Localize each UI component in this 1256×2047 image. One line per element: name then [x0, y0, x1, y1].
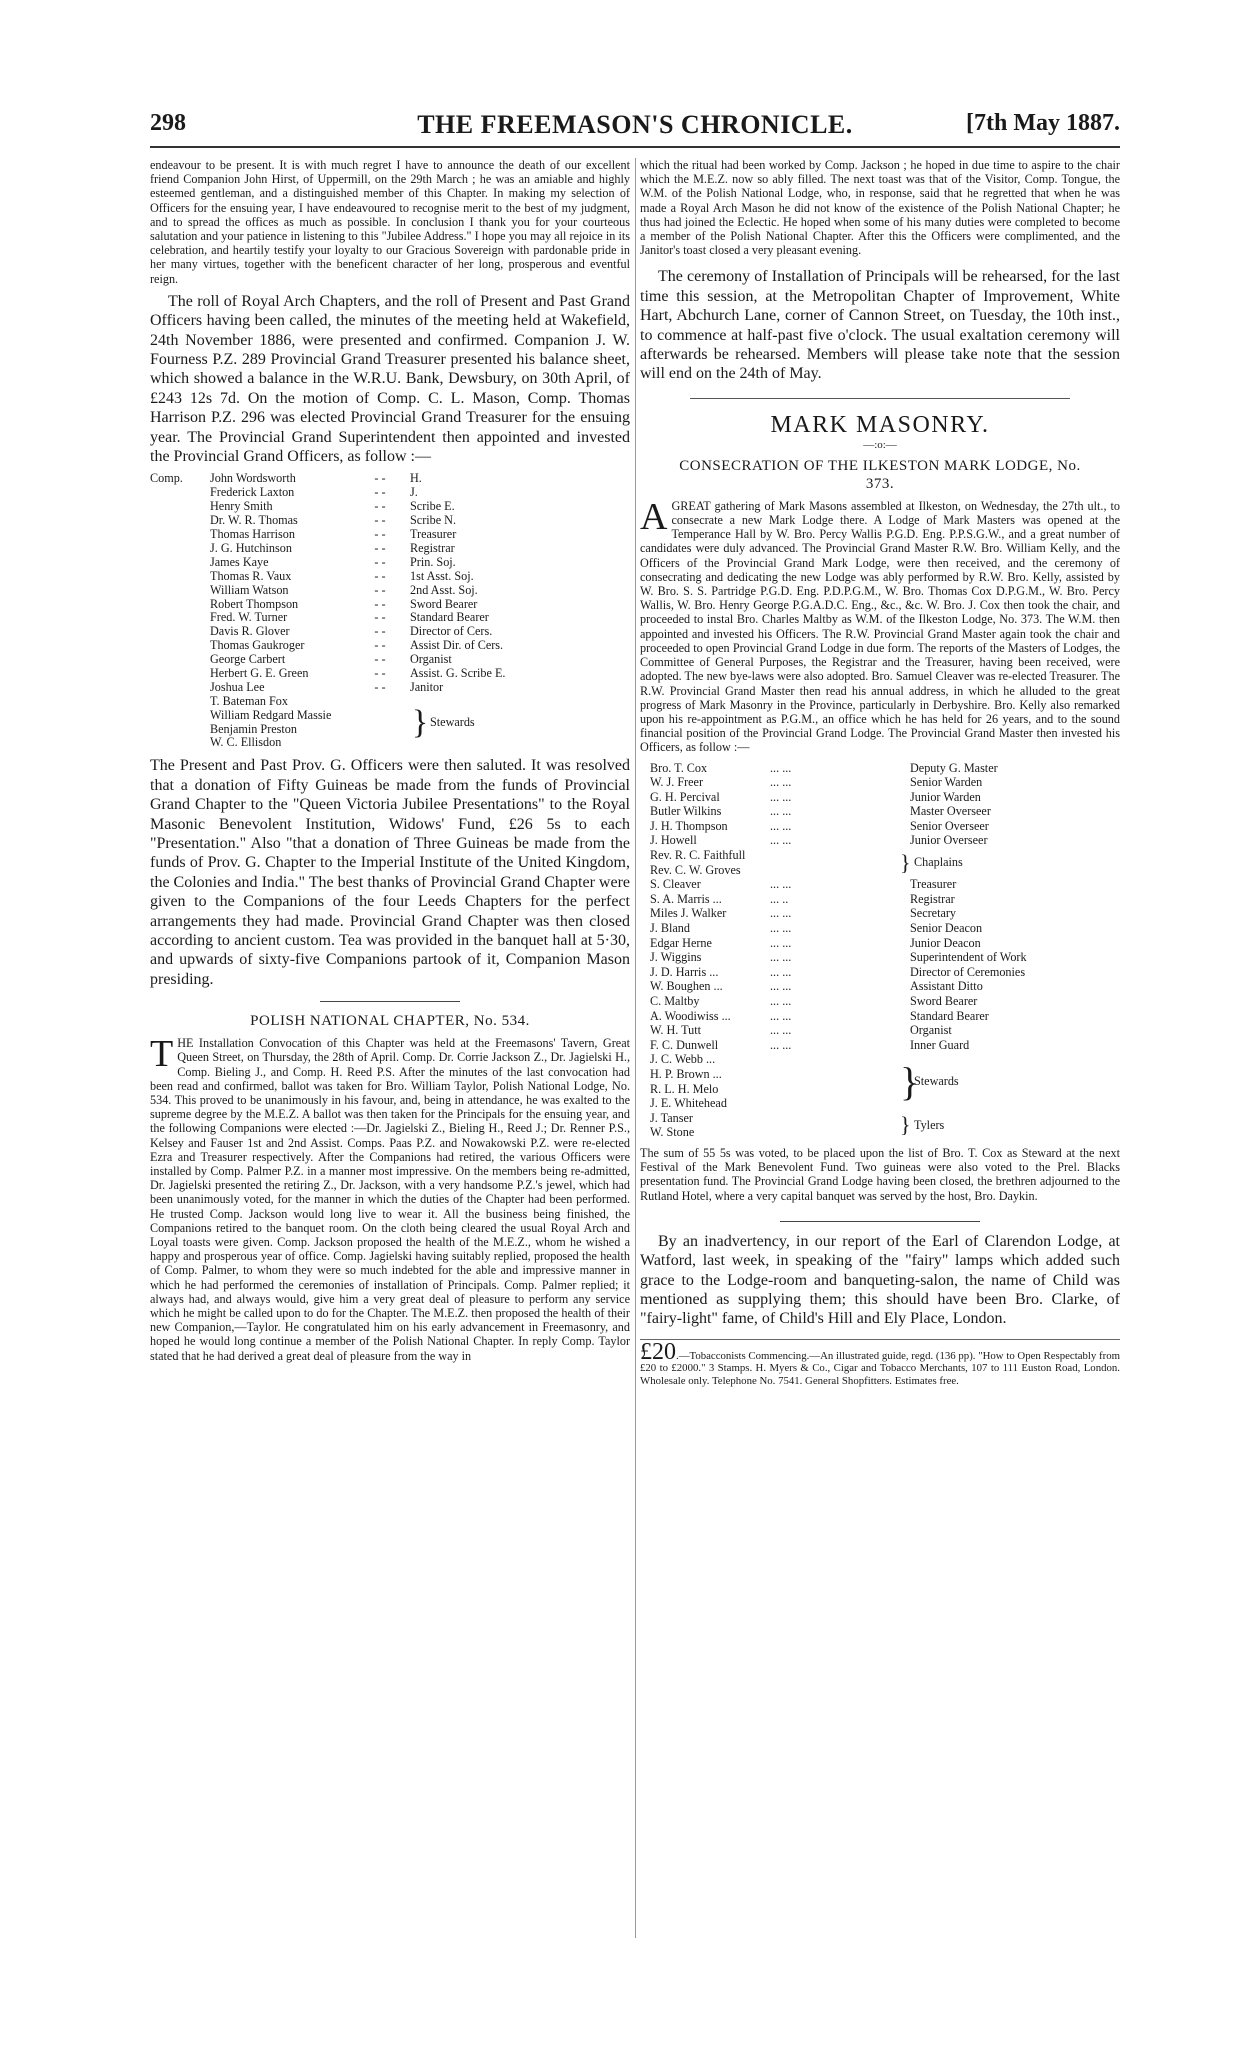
leader-dashes: - - [374, 624, 386, 639]
leader-dots: ... ... [770, 804, 792, 819]
officer-name [150, 514, 350, 528]
officer-name-text: Herbert G. E. Green [210, 665, 309, 680]
officer-office: Junior Overseer [910, 833, 988, 848]
officer-office: H. [410, 471, 422, 486]
consecration-text: GREAT gathering of Mark Masons assembled at Ilkeston, on Wednesday, the 27th ult., to consecrate a new Mark Lodge there. A Lodge of Mark Masters was opened at the Temperance Hall by W. Bro. Percy Wallis P.G.D. Eng. P.P.S.G.W., and a great number of candidates were duly advanced. The Provincial Grand Master R.W. Bro. William Kelly, and the Officers of the Provincial Grand Mark Lodge, were then received, and the ceremony of consecrating and dedicating the new Lodge was ably performed by R.W. Bro. Kelly, assisted by W. Bro. S. S. Partridge P.G.D. Eng. P.D.P.G.M., W. Bro. Thomas Cox D.P.G.M., W. Bro. Percy Wallis, W. Bro. Henry George P.G.A.D.C. Eng., &c., &c. W. Bro. J. Cox then took the chair, and proceeded to instal Bro. Charles Maltby as W.M. of the Ilkeston Lodge, No. 373. The W.M. then appointed and invested his Officers. The R.W. Provincial Grand Master again took the chair and proceeded to open Provincial Grand Lodge in due form. The reports of the Masters of Lodges, the Committee of General Purposes, the Registrar and the Treasurer, having been received, were adopted. The new bye-laws were also adopted. Bro. Samuel Cleaver was re-elected Treasurer. The R.W. Provincial Grand Master then read his annual address, in which he alluded to the great progress of Mark Masonry in the Province, particularly in Derbyshire. Bro. Kelly also remarked upon his re-appointment as P.G.M., an office which he has held for 26 years, and to the sound financial position of the Provincial Grand Lodge. The Provincial Grand Master then invested his Officers, as follow :— [640, 498, 1120, 755]
officer-office: Sword Bearer [410, 596, 478, 611]
officer-office: Junior Deacon [910, 935, 981, 950]
officer-name: Butler Wilkins [650, 804, 722, 819]
jubilee-address-end: endeavour to be present. It is with much regret I have to announce the death of our excellent friend Companion John Hirst, of Uppermill, on the 29th March ; he was an amiable and highly esteemed gentleman, and a distinguished member of this Chapter. In making my selection of Officers for the ensuing year, I have endeavoured to recognise merit to the best of my judgment, and to spread the offices as much as possible. In conclusion I thank you for your courteous salutation and your patience in listening to this "Jubilee Address." I hope you may all rejoice in its celebration, and heartily testify your loyalty to our Gracious Sovereign with pardonable pride in her many virtues, together with the beneficent character of her long, prosperous and eventful reign. [150, 158, 630, 286]
correction-notice: By an inadvertency, in our report of the Earl of Clarendon Lodge, at Watford, last week, in speaking of the "fairy" lamps which added such grace to the Lodge-room and banqueting-salon, the name of Child was mentioned as supplying them; this should have been Bro. Clarke, of "fairy-light" fame, of Child's Hill and Ely Place, London. [640, 1232, 1120, 1328]
tyler [640, 1111, 900, 1126]
officer-name [150, 584, 350, 598]
chaplain-name: Rev. C. W. Groves [650, 862, 741, 877]
polish-chapter-heading: POLISH NATIONAL CHAPTER, No. 534. [250, 1013, 530, 1030]
officer-row [150, 486, 630, 500]
officer-name [150, 542, 350, 556]
officer-row [640, 950, 1120, 965]
officer-name [150, 625, 350, 639]
leader-dots: ... ... [770, 1023, 792, 1038]
officer-name: F. C. Dunwell [650, 1037, 719, 1052]
leader-dashes: - - [374, 582, 386, 597]
officer-office: Junior Warden [910, 789, 981, 804]
officer-office: Director of Cers. [410, 624, 493, 639]
officer-row [150, 681, 630, 695]
leader-dots [765, 863, 900, 878]
officer-name: Edgar Herne [650, 935, 712, 950]
right-column [640, 158, 1120, 1388]
benevolent-fund-paragraph: The sum of 55 5s was voted, to be placed upon the list of Bro. T. Cox as Steward at the next Festival of the Mark Benevolent Fund. Two guineas were also voted to the Prel. Blacks presentation fund. The Provincial Grand Lodge having been closed, the brethren adjourned to the Rutland Hotel, where a very capital banquet was served by the host, Bro. Daykin. [640, 1145, 1120, 1203]
officer-name: A. Woodiwiss ... [650, 1008, 731, 1023]
brace-icon: } [900, 1058, 920, 1104]
drop-cap: T [150, 1033, 174, 1076]
officer-office: Senior Overseer [910, 818, 989, 833]
officer-name-text: Henry Smith [210, 499, 273, 514]
leader-dots: ... .. [770, 891, 789, 906]
officer-row [150, 639, 630, 653]
officer-name-text: John Wordsworth [210, 471, 296, 486]
leader-dashes: - - [374, 679, 386, 694]
officer-office: Organist [910, 1023, 952, 1038]
leader-dots [765, 1067, 900, 1082]
polish-text: HE Installation Convocation of this Chapter was held at the Freemasons' Tavern, Great Queen Street, on Thursday, the 28th of April. Comp. Dr. Corrie Jackson Z., Dr. Jagielski H., Comp. Bieling J., and Comp. H. Reed P.S. After the minutes of the last convocation had been read and confirmed, ballot was taken for Bro. William Taylor, Polish National Lodge, No. 534. This proved to be unanimously in his favour, and, being in attendance, he was exalted to the supreme degree by the M.E.Z. A ballot was then taken for the Principals for the ensuing year, and the following Companions were elected :—Dr. Jagielski Z., Bieling H., Reed J.; Dr. Renner P.S., Kelsey and Fauser 1st and 2nd Assist. Comps. Paas P.Z. and Nowakowski P.Z. were re-elected Ezra and Treasurer respectively. After the Companions had retired, the various Officers were installed by Comp. Palmer P.Z. in a manner most impressive. On the members being re-admitted, Dr. Jagielski presented the retiring Z., Dr. Jackson, with a very handsome P.Z.'s jewel, which had been unanimously voted, for the manner in which the duties of the Chapter had been performed. He trusted Comp. Jackson would long live to wear it. All the business being finished, the Companions retired to the banquet room. On the cloth being cleared the usual Royal Arch and Loyal toasts were given. Comp. Jackson proposed the health of the M.E.Z., whom he wished a happy and prosperous year of office. Comp. Jagielski having suitably replied, proposed the health of Comp. Palmer, to whom they were so much indebted for the able and impressive manner in which he had performed the ceremonies of installation of Principals. Comp. Palmer replied; it always had, and always would, give him a very great deal of pleasure to perform any service which he might be called upon to do for the Chapter. The M.E.Z. then proposed the health of their new Companion,—Taylor. He congratulated him on his early advancement in Freemasonry, and hoped he would long continue a member of the Polish National Chapter. In reply Comp. Taylor stated that he had derived a great deal of pleasure from the way in [150, 1036, 630, 1363]
officer-row [640, 833, 1120, 848]
officer-name-text: Frederick Laxton [210, 485, 295, 500]
tylers-group [640, 1111, 1120, 1140]
brace-icon: } [900, 1112, 911, 1138]
steward [640, 1067, 900, 1082]
officer-name: Miles J. Walker [650, 906, 727, 921]
page-header [150, 110, 1120, 142]
officer-name [150, 472, 350, 486]
officer-name [150, 667, 350, 681]
officer-row [640, 936, 1120, 951]
steward [640, 1082, 900, 1097]
officer-office: Superintendent of Work [910, 950, 1027, 965]
leader-dashes: - - [374, 554, 386, 569]
leader-dots: ... ... [770, 760, 792, 775]
officer-row [640, 775, 1120, 790]
officer-office: Treasurer [410, 527, 457, 542]
officer-office: Janitor [410, 679, 444, 694]
officer-name: Bro. T. Cox [650, 760, 708, 775]
leader-dots: ... ... [770, 1008, 792, 1023]
officer-row [640, 804, 1120, 819]
officer-row [150, 542, 630, 556]
advert-price: £20 [640, 1338, 676, 1365]
officer-name [150, 598, 350, 612]
stewards-label: Stewards [914, 1074, 959, 1089]
leader-dashes: - - [374, 665, 386, 680]
steward-name: William Redgard Massie [210, 707, 332, 722]
officer-name: S. A. Marris ... [650, 891, 722, 906]
leader-dots: ... ... [770, 877, 792, 892]
consecration-report [640, 495, 1120, 755]
steward-name: Benjamin Preston [210, 721, 297, 736]
polish-chapter-continued: which the ritual had been worked by Comp. Jackson ; he hoped in due time to aspire to the chair which the M.E.Z. now so ably filled. The next toast was that of the Visitor, Comp. Tongue, the W.M. of the Polish National Lodge, who, in response, said that he regretted that when he was made a Royal Arch Mason he did not know of the existence of the Polish National Chapter; he thus had joined the Eclectic. He hoped when some of his many duties were completed to become a member of the Polish National Chapter. After this the Officers were complimented, and the Janitor's toast closed a very pleasant evening. [640, 158, 1120, 258]
officer-name: J. Bland [650, 921, 690, 936]
stewards-group [640, 1052, 1120, 1110]
officer-name: J. D. Harris ... [650, 964, 719, 979]
leader-dots: ... ... [770, 964, 792, 979]
leader-dots: ... ... [770, 950, 792, 965]
tyler-name: W. Stone [650, 1125, 695, 1140]
officer-row [640, 921, 1120, 936]
mark-officers-list [640, 761, 1120, 1140]
officer-name: W. Boughen ... [650, 979, 723, 994]
issue-date: [7th May 1887. [966, 110, 1120, 136]
officer-row [640, 906, 1120, 921]
officer-name: J. Wiggins [650, 950, 702, 965]
officer-office: Senior Warden [910, 775, 983, 790]
leader-dots: ... ... [770, 775, 792, 790]
officer-office: Registrar [410, 540, 455, 555]
steward [640, 1052, 900, 1067]
officer-row [150, 667, 630, 681]
stewards-group [150, 695, 630, 751]
officer-name-text: Robert Thompson [210, 596, 299, 611]
saluted-paragraph: The Present and Past Prov. G. Officers were then saluted. It was resolved that a donation of Fifty Guineas be made from the funds of Provincial Grand Chapter to the "Queen Victoria Jubilee Presentations" to the Royal Masonic Benevolent Institution, Widows' Fund, £26 5s to each "Presentation." Also "that a donation of Three Guineas be made from the funds of Prov. G. Chapter to the Imperial Institute of the United Kingdom, the Colonies and India." The best thanks of Provincial Grand Chapter were given to the Companions of the four Leeds Chapters for the perfect arrangements they had made. Provincial Grand Chapter was then closed according to ancient custom. Tea was provided in the banquet hall at 5·30, and upwards of sixty-five Companions partook of it, Companion Mason presiding. [150, 757, 630, 988]
officer-name: W. H. Tutt [650, 1023, 702, 1038]
leader-dots: ... ... [770, 935, 792, 950]
officer-name [150, 500, 350, 514]
header-rule [150, 146, 1120, 148]
left-column [150, 158, 630, 1363]
officer-name: C. Maltby [650, 994, 700, 1009]
officer-row [150, 472, 630, 486]
officer-row [640, 994, 1120, 1009]
tobacconist-advert [640, 1338, 1120, 1388]
leader-dots: ... ... [770, 979, 792, 994]
leader-dashes: - - [374, 568, 386, 583]
officer-row [640, 979, 1120, 994]
officer-row [150, 598, 630, 612]
officer-name [150, 681, 350, 695]
officer-office: Standard Bearer [910, 1008, 989, 1023]
officer-office: 1st Asst. Soj. [410, 568, 474, 583]
officer-name: S. Cleaver [650, 877, 701, 892]
officer-name [150, 556, 350, 570]
officer-office: Scribe E. [410, 499, 455, 514]
officer-office: Senior Deacon [910, 921, 983, 936]
steward-name: J. C. Webb ... [650, 1052, 716, 1067]
brace-icon: } [411, 703, 429, 741]
officer-row [150, 514, 630, 528]
leader-dots [765, 1082, 900, 1097]
stewards-label: Stewards [430, 714, 475, 729]
tyler [640, 1125, 900, 1140]
officer-name-text: Dr. W. R. Thomas [210, 513, 298, 528]
leader-dashes: - - [374, 596, 386, 611]
officer-office: Registrar [910, 891, 955, 906]
officer-name-text: Thomas Harrison [210, 527, 295, 542]
officer-name-text: James Kaye [210, 554, 269, 569]
leader-dots [765, 848, 900, 863]
officer-name [150, 639, 350, 653]
officer-office: Prin. Soj. [410, 554, 456, 569]
leader-dashes: - - [374, 540, 386, 555]
column-divider [635, 158, 636, 1938]
leader-dashes: - - [374, 485, 386, 500]
leader-dots [765, 1125, 900, 1140]
stewards-names [150, 695, 410, 751]
roll-paragraph: The roll of Royal Arch Chapters, and the roll of Present and Past Grand Officers having been called, the minutes of the meeting held at Wakefield, 24th November 1886, were presented and confirmed. Companion J. W. Fourness P.Z. 289 Provincial Grand Treasurer presented his balance sheet, which showed a balance in the W.R.U. Bank, Dewsbury, on 30th April, of £243 12s 7d. On the motion of Comp. C. L. Mason, Comp. Thomas Harrison P.Z. 296 was elected Provincial Grand Treasurer for the ensuing year. The Provincial Grand Superintendent then appointed and invested the Provincial Grand Officers, as follow :— [150, 292, 630, 466]
tylers-label: Tylers [914, 1118, 945, 1133]
chaplain [640, 863, 900, 878]
officer-row [640, 892, 1120, 907]
chaplains-label: Chaplains [914, 855, 963, 870]
leader-dots [765, 1052, 900, 1067]
section-rule [320, 1001, 460, 1002]
officer-row [640, 965, 1120, 980]
officer-row [640, 1009, 1120, 1024]
officer-office: Assistant Ditto [910, 979, 983, 994]
officer-name [150, 653, 350, 667]
publication-title: THE FREEMASON'S CHRONICLE. [417, 110, 853, 139]
installation-rehearsal-notice: The ceremony of Installation of Principals will be rehearsed, for the last time this session, at the Metropolitan Chapter of Improvement, White Hart, Abchurch Lane, corner of Cannon Street, on Tuesday, the 10th inst., to commence at half-past five o'clock. The usual exaltation ceremony will afterwards be rehearsed. Members will please take note that the session will end on the 24th of May. [640, 268, 1120, 383]
officer-office: Treasurer [910, 877, 957, 892]
steward-name: H. P. Brown ... [650, 1066, 722, 1081]
officer-row [640, 1038, 1120, 1053]
leader-dashes: - - [374, 471, 386, 486]
officer-name [150, 486, 350, 500]
officer-office: Master Overseer [910, 804, 991, 819]
officer-office: Standard Bearer [410, 610, 489, 625]
officer-name: J. Howell [650, 833, 697, 848]
roll-prefix: Comp. [150, 471, 183, 486]
steward [640, 1096, 900, 1111]
chaplains-group [640, 848, 1120, 877]
chaplain-name: Rev. R. C. Faithfull [650, 848, 746, 863]
leader-dashes: - - [374, 652, 386, 667]
officer-row [150, 625, 630, 639]
officer-row [150, 611, 630, 625]
consecration-heading: CONSECRATION OF THE ILKESTON MARK LODGE, No. 373. [679, 457, 1081, 492]
officer-office: Organist [410, 652, 452, 667]
officer-row [640, 819, 1120, 834]
officer-name-text: William Watson [210, 582, 289, 597]
officer-name: G. H. Percival [650, 789, 720, 804]
officer-office: Director of Ceremonies [910, 964, 1026, 979]
steward-name: R. L. H. Melo [650, 1081, 719, 1096]
mark-masonry-heading: MARK MASONRY. [770, 411, 990, 438]
officer-row [640, 761, 1120, 776]
leader-dots [765, 1111, 900, 1126]
provincial-officers-list [150, 472, 630, 694]
brace-icon: } [900, 849, 911, 875]
leader-dashes: - - [374, 499, 386, 514]
officer-name: J. H. Thompson [650, 818, 728, 833]
officer-name [150, 570, 350, 584]
officer-name-text: Thomas R. Vaux [210, 568, 292, 583]
steward-name: W. C. Ellisdon [210, 735, 282, 750]
steward-name: J. E. Whitehead [650, 1096, 727, 1111]
leader-dots: ... ... [770, 818, 792, 833]
officer-name-text: George Carbert [210, 652, 286, 667]
officer-row [150, 584, 630, 598]
advert-text: .—Tobacconists Commencing.—An illustrated guide, regd. (136 pp). "How to Open Respectably from £20 to £2000." 3 Stamps. H. Myers & Co., Cigar and Tobacco Merchants, 107 to 111 Euston Road, London. Wholesale only. Telephone No. 7541. General Shopfitters. Estimates free. [640, 1349, 1120, 1387]
officer-name [150, 611, 350, 625]
section-rule [690, 398, 1070, 399]
officer-row [640, 1023, 1120, 1038]
advert-rule [640, 1339, 1120, 1340]
leader-dashes: - - [374, 638, 386, 653]
officer-row [640, 790, 1120, 805]
leader-dashes: - - [374, 527, 386, 542]
officer-name-text: Davis R. Glover [210, 624, 290, 639]
officer-row [150, 500, 630, 514]
ornament: —:o:— [863, 438, 897, 451]
section-rule [780, 1221, 980, 1222]
officer-row [150, 570, 630, 584]
leader-dots: ... ... [770, 994, 792, 1009]
leader-dots: ... ... [770, 906, 792, 921]
leader-dots: ... ... [770, 833, 792, 848]
leader-dots [765, 1096, 900, 1111]
steward-name: T. Bateman Fox [210, 693, 288, 708]
page-number: 298 [150, 110, 186, 136]
officer-office: Assist. G. Scribe E. [410, 665, 506, 680]
leader-dots: ... ... [770, 921, 792, 936]
leader-dots: ... ... [770, 1037, 792, 1052]
officer-name: W. J. Freer [650, 775, 704, 790]
officer-office: Scribe N. [410, 513, 457, 528]
officer-office: Assist Dir. of Cers. [410, 638, 504, 653]
officer-office: Secretary [910, 906, 957, 921]
officer-office: 2nd Asst. Soj. [410, 582, 478, 597]
officer-name-text: Thomas Gaukroger [210, 638, 305, 653]
officer-row [150, 653, 630, 667]
officer-row [640, 877, 1120, 892]
officer-name-text: Joshua Lee [210, 679, 265, 694]
polish-chapter-report [150, 1033, 630, 1363]
tyler-name: J. Tanser [650, 1110, 693, 1125]
officer-name [150, 528, 350, 542]
officer-row [150, 528, 630, 542]
officer-office: Deputy G. Master [910, 760, 998, 775]
officer-office: Sword Bearer [910, 994, 978, 1009]
drop-cap: A [640, 495, 668, 538]
leader-dots: ... ... [770, 789, 792, 804]
officer-office: Inner Guard [910, 1037, 970, 1052]
leader-dashes: - - [374, 610, 386, 625]
officer-row [150, 556, 630, 570]
officer-office: J. [410, 485, 418, 500]
chaplain [640, 848, 900, 863]
leader-dashes: - - [374, 513, 386, 528]
officer-name-text: Fred. W. Turner [210, 610, 288, 625]
officer-name-text: J. G. Hutchinson [210, 540, 292, 555]
